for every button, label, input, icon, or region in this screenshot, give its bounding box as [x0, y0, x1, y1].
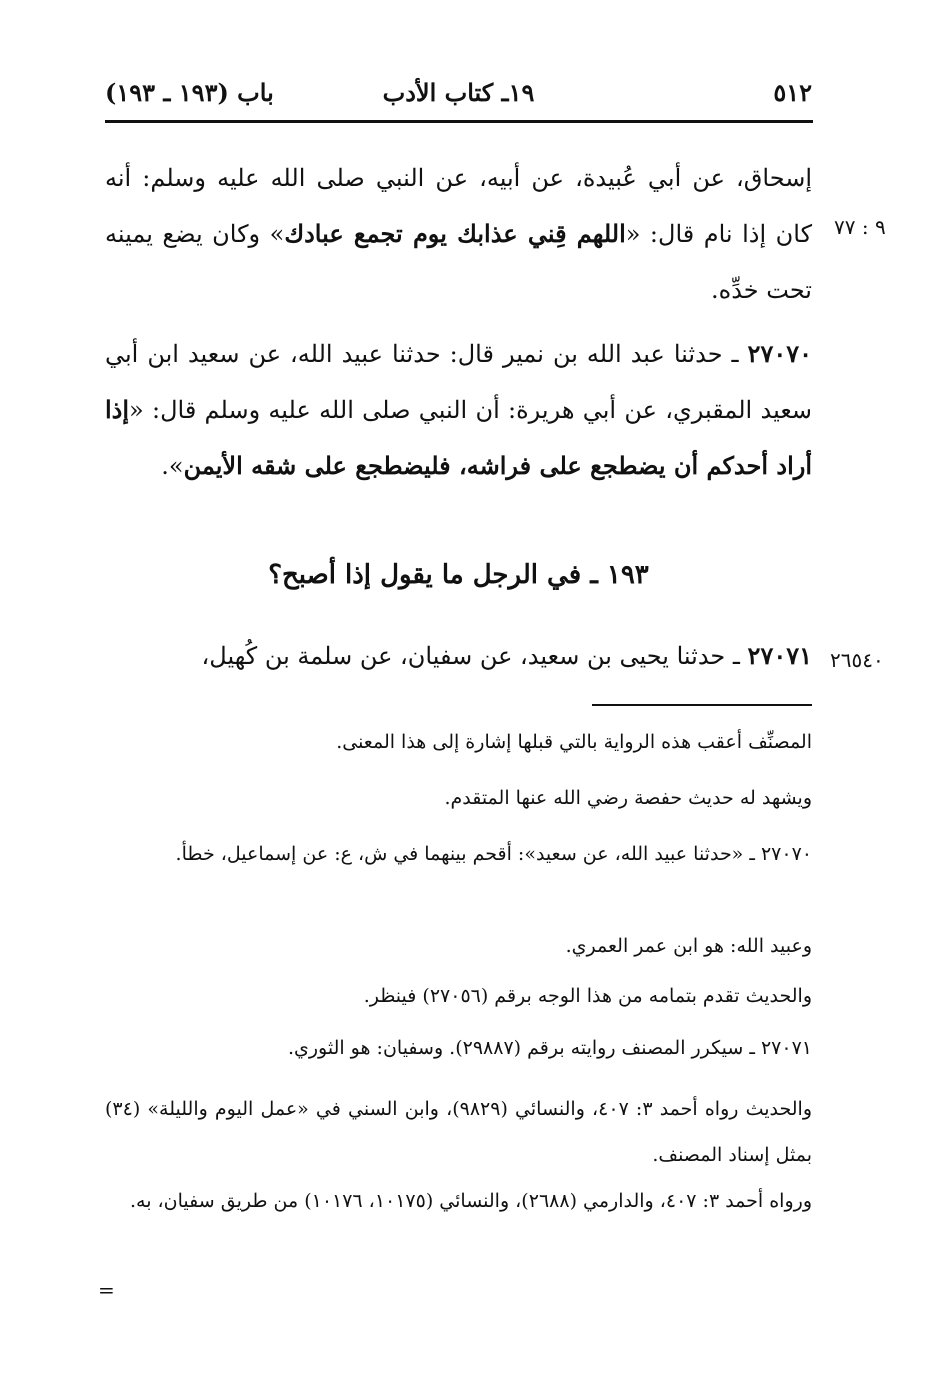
continuation-mark: =	[98, 1278, 115, 1302]
page-number: ٥١٢	[773, 78, 812, 107]
paragraph-1-hadith-text: اللهم قِني عذابك يوم تجمع عبادك	[284, 219, 626, 248]
margin-ref-number: ٢٦٥٤٠	[830, 648, 884, 672]
page-header	[105, 78, 812, 118]
footnote-8: ورواه أحمد ٣: ٤٠٧، والدارمي (٢٦٨٨)، والنسائي (١٠١٧٥، ١٠١٧٦) من طريق سفيان، به.	[130, 1190, 812, 1212]
paragraph-3-text: ـ حدثنا يحيى بن سعيد، عن سفيان، عن سلمة بن كُهيل،	[201, 642, 748, 670]
margin-ref-volume: ٩ : ٧٧	[834, 215, 886, 239]
paragraph-2-text-a: ـ حدثنا عبد الله بن نمير قال: حدثنا عبيد الله، عن سعيد ابن أبي سعيد المقبري، عن أبي هريرة: أن النبي صلى الله عليه وسلم قال: «	[105, 340, 812, 424]
footnote-separator	[592, 704, 812, 706]
hadith-paragraph-1	[105, 150, 812, 318]
footnote-4: وعبيد الله: هو ابن عمر العمري.	[565, 935, 812, 957]
footnote-5: والحديث تقدم بتمامه من هذا الوجه برقم (٢٧٠٥٦) فينظر.	[363, 985, 812, 1007]
hadith-paragraph-2	[105, 326, 812, 494]
footnote-1: المصنِّف أعقب هذه الرواية بالتي قبلها إشارة إلى هذا المعنى.	[336, 731, 812, 753]
paragraph-1-text-a: إسحاق، عن أبي عُبيدة، عن أبيه، عن النبي صلى الله عليه وسلم: أنه كان إذا نام قال: «	[105, 164, 812, 248]
header-rule	[105, 120, 813, 123]
paragraph-2-text-b: ».	[161, 452, 184, 480]
footnote-2: ويشهد له حديث حفصة رضي الله عنها المتقدم.	[444, 787, 812, 809]
section-heading: ١٩٣ ـ في الرجل ما يقول إذا أصبح؟	[268, 560, 649, 590]
book-title: ١٩ـ كتاب الأدب	[382, 78, 535, 107]
paragraph-2-hadith-text: إذا أراد أحدكم أن يضطجع على فراشه، فليضطجع على شقه الأيمن	[105, 395, 812, 480]
hadith-number: ٢٧٠٧٠	[747, 339, 812, 368]
footnote-6: ٢٧٠٧١ ـ سيكرر المصنف روايته برقم (٢٩٨٨٧). وسفيان: هو الثوري.	[287, 1037, 812, 1059]
footnote-3: ٢٧٠٧٠ ـ «حدثنا عبيد الله، عن سعيد»: أقحم بينهما في ش، ع: عن إسماعيل، خطأ.	[175, 843, 812, 865]
chapter-range: باب (١٩٣ ـ ١٩٣)	[105, 78, 274, 107]
paragraph-1-text-b: » وكان يضع يمينه تحت خدِّه.	[105, 220, 812, 304]
footnote-7: والحديث رواه أحمد ٣: ٤٠٧، والنسائي (٩٨٢٩)، وابن السني في «عمل اليوم والليلة» (٣٤) بمثل إسناد المصنف.	[105, 1098, 812, 1166]
hadith-number: ٢٧٠٧١	[747, 641, 812, 670]
hadith-paragraph-3	[105, 628, 812, 684]
